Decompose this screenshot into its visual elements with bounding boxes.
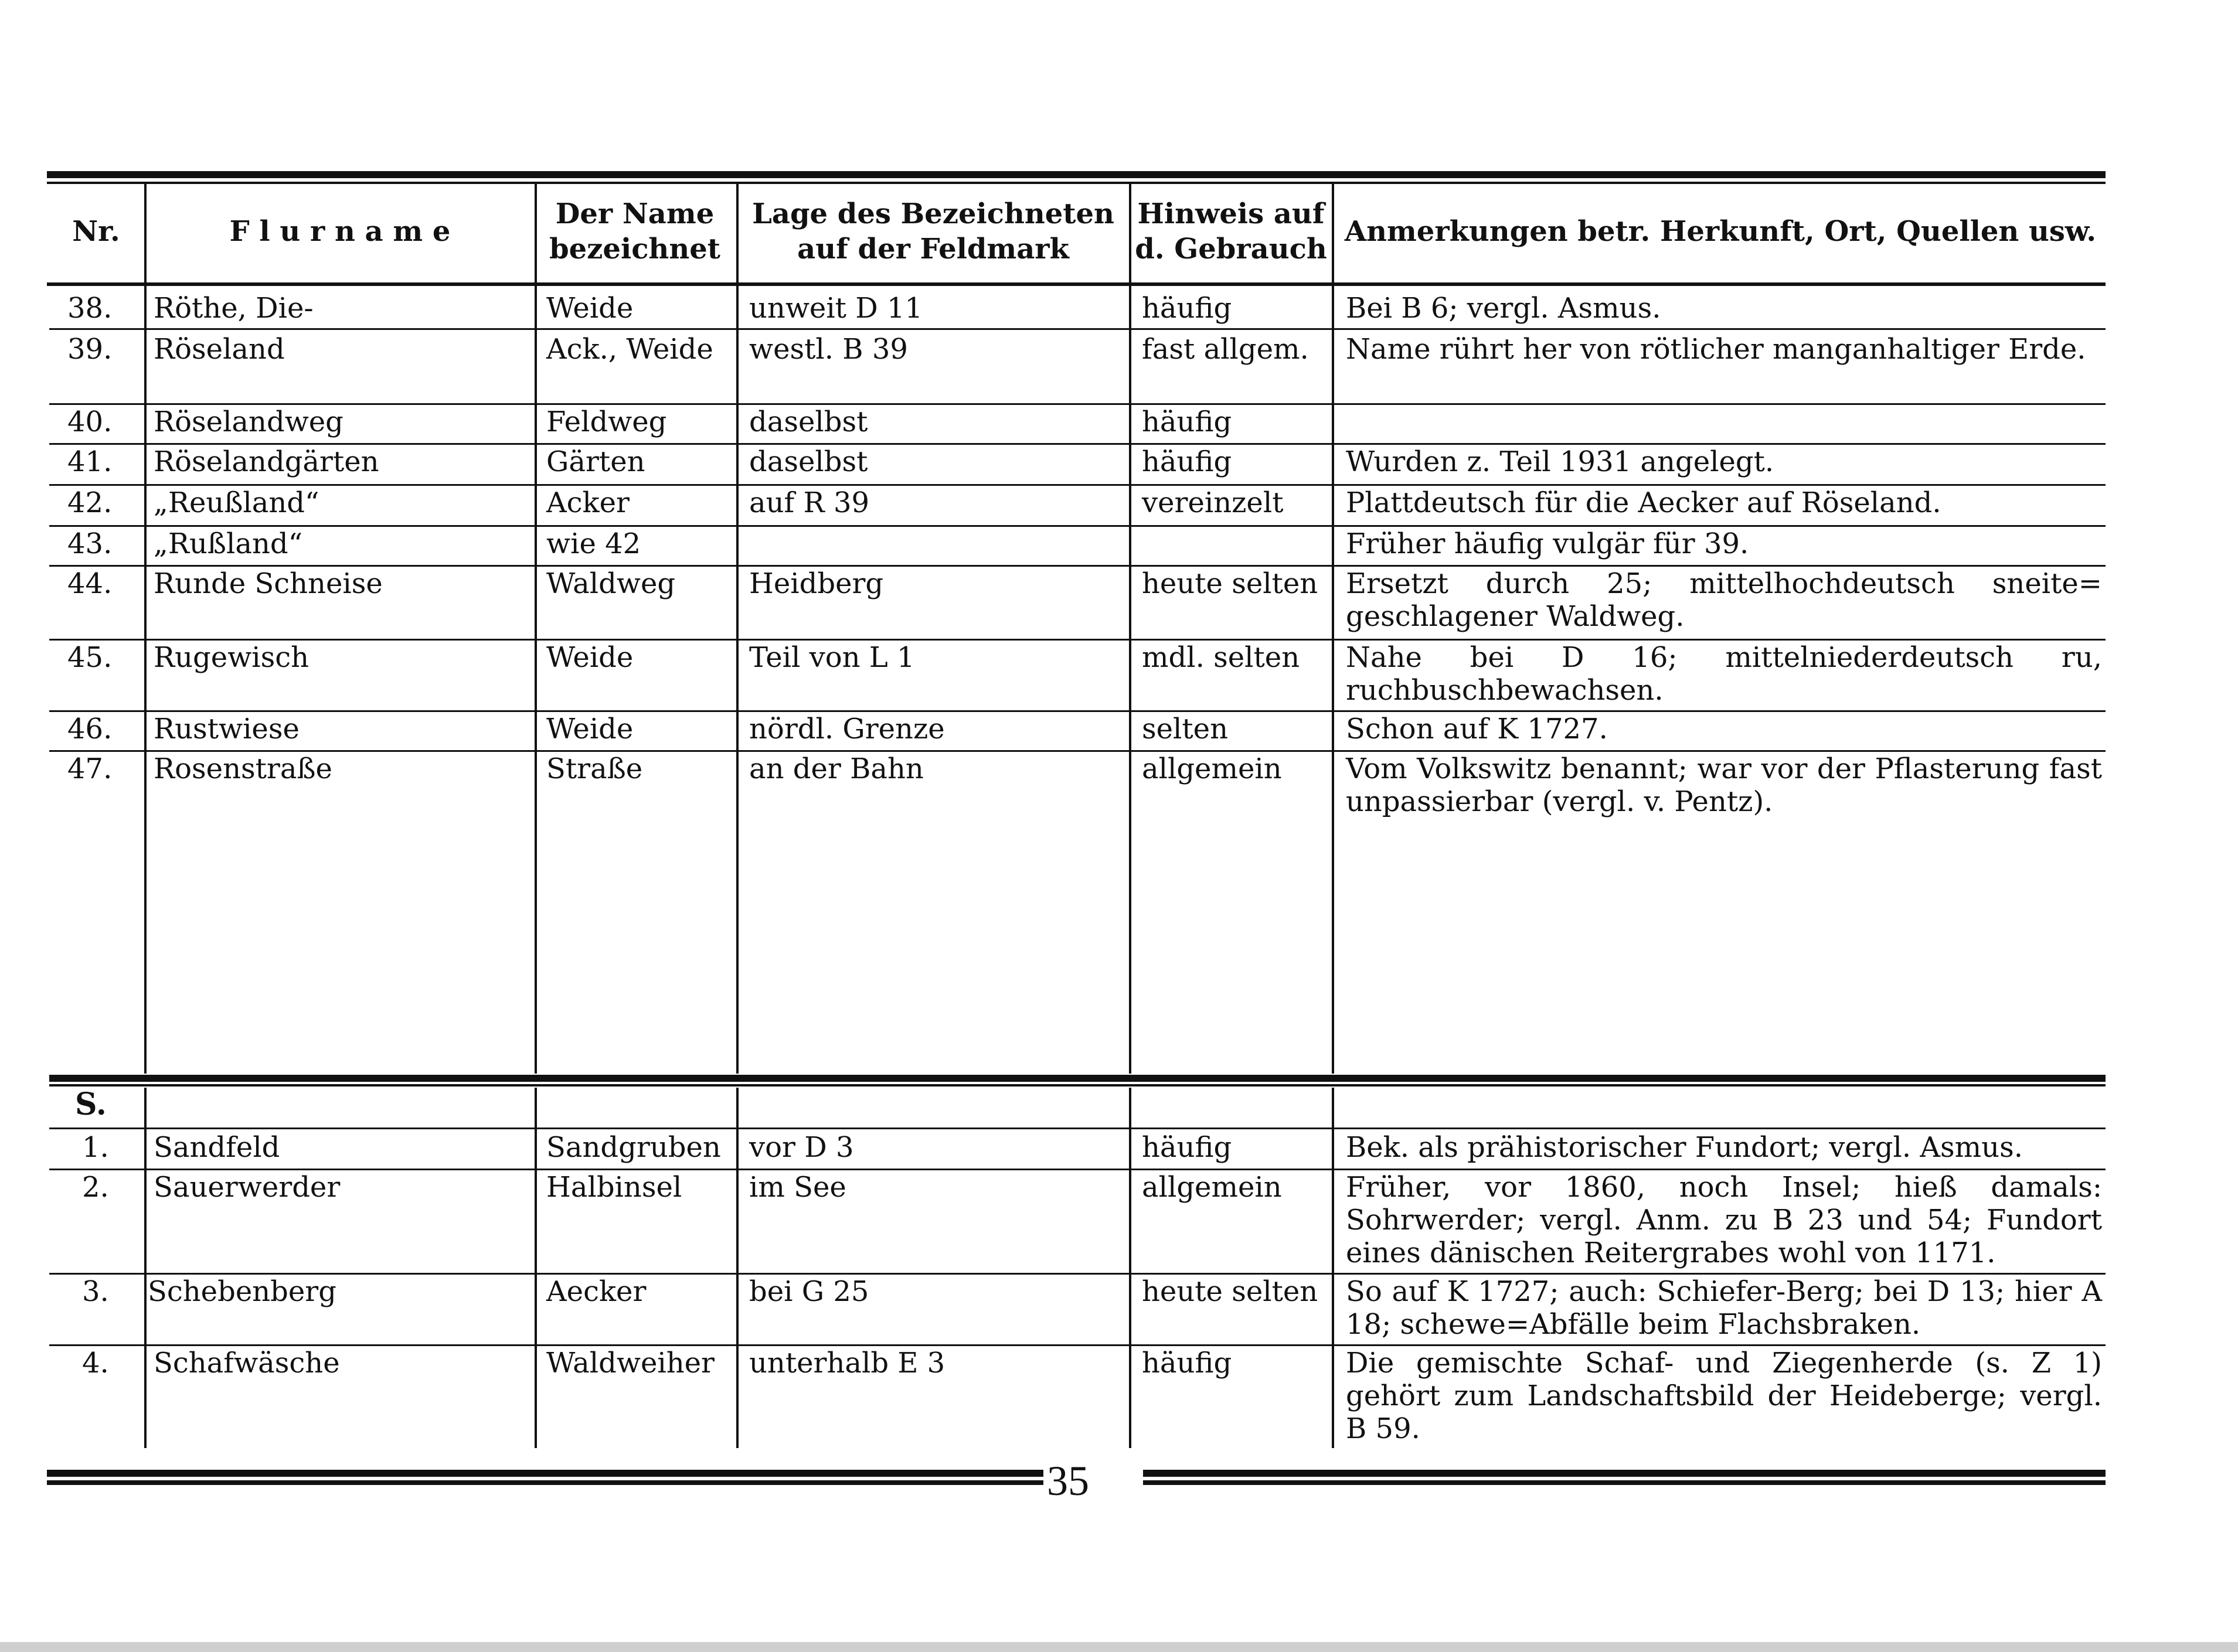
row-lage: westl. B 39 [749,333,908,366]
col-divider-2 [535,183,537,1074]
row-anmerkung: Nahe bei D 16; mittelniederdeutsch ru, ruchbuschbewachsen. [1346,641,2102,707]
row-nr: 46. [67,713,113,745]
footer-rule-right [1143,1470,2106,1477]
header-gebrauch: Hinweis auf d. Gebrauch [1135,197,1327,265]
row-lage: unweit D 11 [749,292,923,325]
row-flurname: Runde Schneise [154,567,383,600]
row-anmerkung: Früher, vor 1860, noch Insel; hieß damals: Sohrwerder; vergl. Anm. zu B 23 und 54; Fundort eines dänischen Reitergrabes wohl von 1171. [1346,1171,2102,1269]
row-rule [49,1128,2106,1129]
row-flurname: Rustwiese [154,713,300,745]
row-lage: daselbst [749,445,868,478]
row-bezeichnet: wie 42 [546,527,641,560]
row-rule [49,328,2106,330]
row-rule [49,525,2106,527]
footer-rule-right-thin [1143,1480,2106,1485]
row-anmerkung: Name rührt her von rötlicher manganhaltiger Erde. [1346,333,2086,366]
row-anmerkung: Ersetzt durch 25; mittelhochdeutsch sneite= geschlagener Waldweg. [1346,567,2102,633]
row-bezeichnet: Feldweg [546,406,667,438]
row-gebrauch: mdl. selten [1142,641,1300,674]
header-nr: Nr. [72,215,120,248]
row-flurname: Schafwäsche [154,1347,340,1379]
col-divider-2 [535,1088,537,1448]
section-rule [49,1075,2106,1082]
row-bezeichnet: Acker [546,486,630,519]
row-nr: 44. [67,567,113,600]
row-rule [49,443,2106,445]
row-nr: 47. [67,752,113,785]
row-flurname: Schebenberg [148,1275,336,1308]
row-gebrauch: häufig [1142,1347,1232,1379]
row-gebrauch: häufig [1142,406,1232,438]
row-gebrauch: heute selten [1142,1275,1318,1308]
row-bezeichnet: Weide [546,713,634,745]
row-bezeichnet: Ack., Weide [546,333,713,366]
row-gebrauch: fast allgem. [1142,333,1309,366]
row-lage: Teil von L 1 [749,641,915,674]
col-divider-5 [1332,183,1334,1074]
row-bezeichnet: Gärten [546,445,645,478]
col-divider-5 [1332,1088,1334,1448]
row-nr: 45. [67,641,113,674]
row-anmerkung: Die gemischte Schaf- und Ziegenherde (s. Z 1) gehört zum Landschaftsbild der Heideberge; vergl. B 59. [1346,1347,2102,1445]
row-rule [49,1169,2106,1170]
row-rule [49,1344,2106,1346]
row-lage: bei G 25 [749,1275,869,1308]
row-gebrauch: allgemein [1142,752,1282,785]
row-anmerkung: So auf K 1727; auch: Schiefer-Berg; bei D 13; hier A 18; schewe=Abfälle beim Flachsbraken. [1346,1275,2102,1341]
row-lage: Heidberg [749,567,884,600]
col-divider-1 [144,1088,147,1448]
row-anmerkung: Wurden z. Teil 1931 angelegt. [1346,445,1774,478]
row-nr: 43. [67,527,113,560]
row-gebrauch: häufig [1142,445,1232,478]
row-lage: im See [749,1171,846,1204]
row-flurname: Röthe, Die- [154,292,314,325]
row-bezeichnet: Weide [546,292,634,325]
row-lage: unterhalb E 3 [749,1347,945,1379]
row-gebrauch: vereinzelt [1142,486,1284,519]
header-bezeichnet: Der Name bezeichnet [549,197,720,265]
header-lage: Lage des Bezeichneten auf der Feldmark [752,197,1114,265]
row-anmerkung: Vom Volkswitz benannt; war vor der Pflasterung fast unpassierbar (vergl. v. Pentz). [1346,752,2102,818]
row-rule [49,484,2106,486]
row-bezeichnet: Weide [546,641,634,674]
row-nr: 2. [82,1171,109,1204]
row-bezeichnet: Sandgruben [546,1131,721,1164]
row-flurname: „Rußland“ [154,527,303,560]
row-anmerkung: Früher häufig vulgär für 39. [1346,527,1749,560]
row-rule [49,403,2106,405]
header-anmerkungen: Anmerkungen betr. Herkunft, Ort, Quellen usw. [1344,215,2097,248]
section-rule-thin [49,1084,2106,1086]
row-bezeichnet: Halbinsel [546,1171,682,1204]
row-lage: an der Bahn [749,752,924,785]
row-flurname: Röseland [154,333,285,366]
row-anmerkung: Schon auf K 1727. [1346,713,1608,745]
row-gebrauch: heute selten [1142,567,1318,600]
row-gebrauch: allgemein [1142,1171,1282,1204]
col-divider-3 [736,1088,739,1448]
row-bezeichnet: Waldweg [546,567,676,600]
row-flurname: Röselandweg [154,406,343,438]
row-lage: nördl. Grenze [749,713,945,745]
row-flurname: Röselandgärten [154,445,379,478]
row-nr: 42. [67,486,113,519]
col-divider-1 [144,183,147,1074]
row-nr: 39. [67,333,113,366]
page-edge [0,1642,2238,1652]
row-rule [49,1273,2106,1275]
row-gebrauch: häufig [1142,292,1232,325]
row-nr: 3. [82,1275,109,1308]
row-flurname: Rosenstraße [154,752,332,785]
top-rule-thin [47,182,2106,184]
row-flurname: Rugewisch [154,641,309,674]
row-nr: 41. [67,445,113,478]
row-nr: 38. [67,292,113,325]
header-rule [47,282,2106,286]
row-bezeichnet: Waldweiher [546,1347,715,1379]
footer-rule-left-thin [47,1480,1043,1485]
row-lage: vor D 3 [749,1131,854,1164]
footer-rule-left [47,1470,1043,1477]
row-lage: daselbst [749,406,868,438]
row-rule [49,710,2106,712]
row-gebrauch: häufig [1142,1131,1232,1164]
row-bezeichnet: Aecker [546,1275,647,1308]
row-nr: 1. [82,1131,109,1164]
header-flurname: F l u r n a m e [229,215,451,248]
row-rule [49,565,2106,567]
row-lage: auf R 39 [749,486,870,519]
row-anmerkung: Bei B 6; vergl. Asmus. [1346,292,1661,325]
row-nr: 4. [82,1347,109,1379]
top-rule [47,171,2106,178]
col-divider-3 [736,183,739,1074]
page-number: 35 [1047,1457,1089,1504]
row-gebrauch: selten [1142,713,1228,745]
row-rule [49,750,2106,752]
section-s-label: S. [75,1086,107,1122]
row-nr: 40. [67,406,113,438]
col-divider-4 [1129,1088,1131,1448]
col-divider-4 [1129,183,1131,1074]
row-anmerkung: Plattdeutsch für die Aecker auf Röseland. [1346,486,1941,519]
row-flurname: Sandfeld [154,1131,280,1164]
row-bezeichnet: Straße [546,752,643,785]
row-rule [49,639,2106,641]
row-anmerkung: Bek. als prähistorischer Fundort; vergl. Asmus. [1346,1131,2023,1164]
row-flurname: „Reußland“ [154,486,319,519]
row-flurname: Sauerwerder [154,1171,341,1204]
